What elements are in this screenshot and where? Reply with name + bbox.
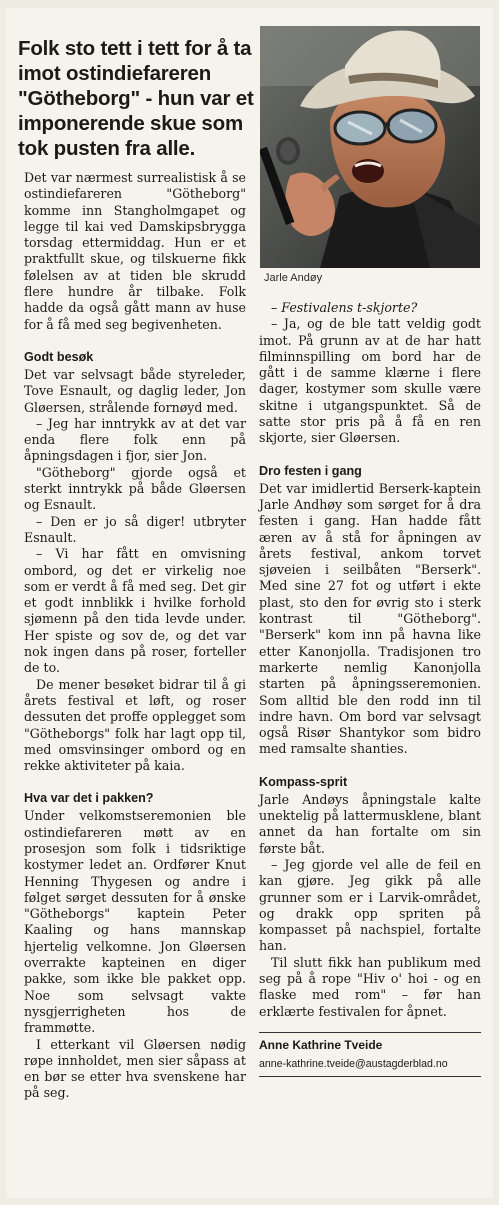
paragraph: – Jeg har inntrykk av at det var enda flere folk enn på åpningsdagen i fjor, sier Jon. <box>24 415 246 464</box>
photo-jarle-andoy <box>260 26 480 268</box>
subheading-kompass-sprit: Kompass-sprit <box>259 774 348 789</box>
intro-paragraph: Det var nærmest surrealistisk å se ostindiefareren "Götheborg" komme inn Stangholmgapet og legge til kai ved Damskipsbrygga torsdag ettermiddag. Hun er et praktfullt skue, og tilskuerne fikk følelsen av at tiden ble skrudd flere hundre år tilbake. Folk hadde da også gått mann av huse for å få med seg begivenheten. <box>24 170 246 332</box>
paragraph: – Jeg gjorde vel alle de feil en kan gjøre. Jeg gikk på alle grunner som er i Larvik-området, og drakk opp spriten på kompasset på nachspiel, fortalte han. <box>259 856 481 954</box>
question-paragraph: – Festivalens t-skjorte? <box>271 300 418 315</box>
paragraph: – Ja, og de ble tatt veldig godt imot. På grunn av at de har hatt filminnspilling om bord har de gått i de samme klærne i flere dager, kostymer som skulle være skitne i utgangspunktet. Så de satte stor pris på å få en ren skjorte, sier Gløersen. <box>259 316 481 446</box>
paragraph: Det var imidlertid Berserk-kaptein Jarle Andhøy som sørget for å dra festen i gang. Han hadde fått æren av å stå for åpningen av årets festival, ankom torvet sjøveien i seilbåten "Berserk". Med sine 27 fot og utført i ekte plast, sto den for øvrig sto i sterk kontrast til "Götheborg". "Berserk" kom inn på havna like etter Kanonjolla. Tradisjonen tro markerte nemlig Kanonjolla starten på åpningsseremonien. Som alltid ble den rodd inn til indre havn. Om bord var selvsagt også Risør Shantykor som bidro med ramsalte shanties. <box>259 480 481 757</box>
article-column-1 <box>24 170 246 1102</box>
photo-caption: Jarle Andøy <box>264 272 323 284</box>
byline-email: anne-kathrine.tveide@austagderblad.no <box>259 1056 481 1077</box>
byline-author: Anne Kathrine Tveide <box>259 1032 481 1053</box>
subheading-hva-var-det-i-pakken: Hva var det i pakken? <box>24 791 154 806</box>
subheading-dro-festen-i-gang: Dro festen i gang <box>259 463 362 478</box>
subheading-godt-besok: Godt besøk <box>24 349 94 364</box>
paragraph: – Vi har fått en omvisning ombord, og det er virkelig noe som er verdt å få med seg. Det gir et godt innblikk i hvilke forhold sjømenn på den tida levde under. Her spiste og sov de, og det var nok ingen dans på roser, forteller de to. <box>24 546 246 676</box>
headline: Folk sto tett i tett for å ta imot ostindiefareren "Götheborg" - hun var et imponerende skue som tok pusten fra alle. <box>18 36 254 160</box>
paragraph: De mener besøket bidrar til å gi årets festival et løft, og roser dessuten det proffe opplegget som "Götheborgs" folk har lagt opp til, med omsvinsinger ombord og en rekke aktiviteter på kaia. <box>24 676 246 774</box>
paragraph: – Den er jo så diger! utbryter Esnault. <box>24 513 246 545</box>
portrait-illustration <box>260 26 480 268</box>
paragraph: Jarle Andøys åpningstale kalte unektelig på lattermusklene, blant annet da han fortalte om sin første båt. <box>259 791 481 856</box>
newspaper-clipping <box>6 8 493 1198</box>
paragraph: Det var selvsagt både styreleder, Tove Esnault, og daglig leder, Jon Gløersen, strålende fornøyd med. <box>24 366 246 415</box>
paragraph: I etterkant vil Gløersen nødig røpe innholdet, men sier såpass at en bør se etter hva svenskene har på seg. <box>24 1036 246 1101</box>
paragraph: Under velkomstseremonien ble ostindiefareren møtt av en prosesjon som folk i tidsriktige kostymer ledet an. Ordfører Knut Henning Thygesen og andre i følget sørget dessuten for å ønske "Götheborgs" kaptein Peter Kaaling og hans mannskap hjertelig velkomne. Jon Gløersen overrakte kapteinen en diger pakke, som ikke ble pakket opp. Noe som selvsagt vakte nysgjerrigheten hos de frammøtte. <box>24 808 246 1036</box>
paragraph: "Götheborg" gjorde også et sterkt inntrykk på både Gløersen og Esnault. <box>24 464 246 513</box>
article-column-2 <box>259 300 481 1077</box>
paragraph: Til slutt fikk han publikum med seg på å rope "Hiv o' hoi - og en flaske med rom" – før han erklærte festivalen for åpnet. <box>259 954 481 1019</box>
